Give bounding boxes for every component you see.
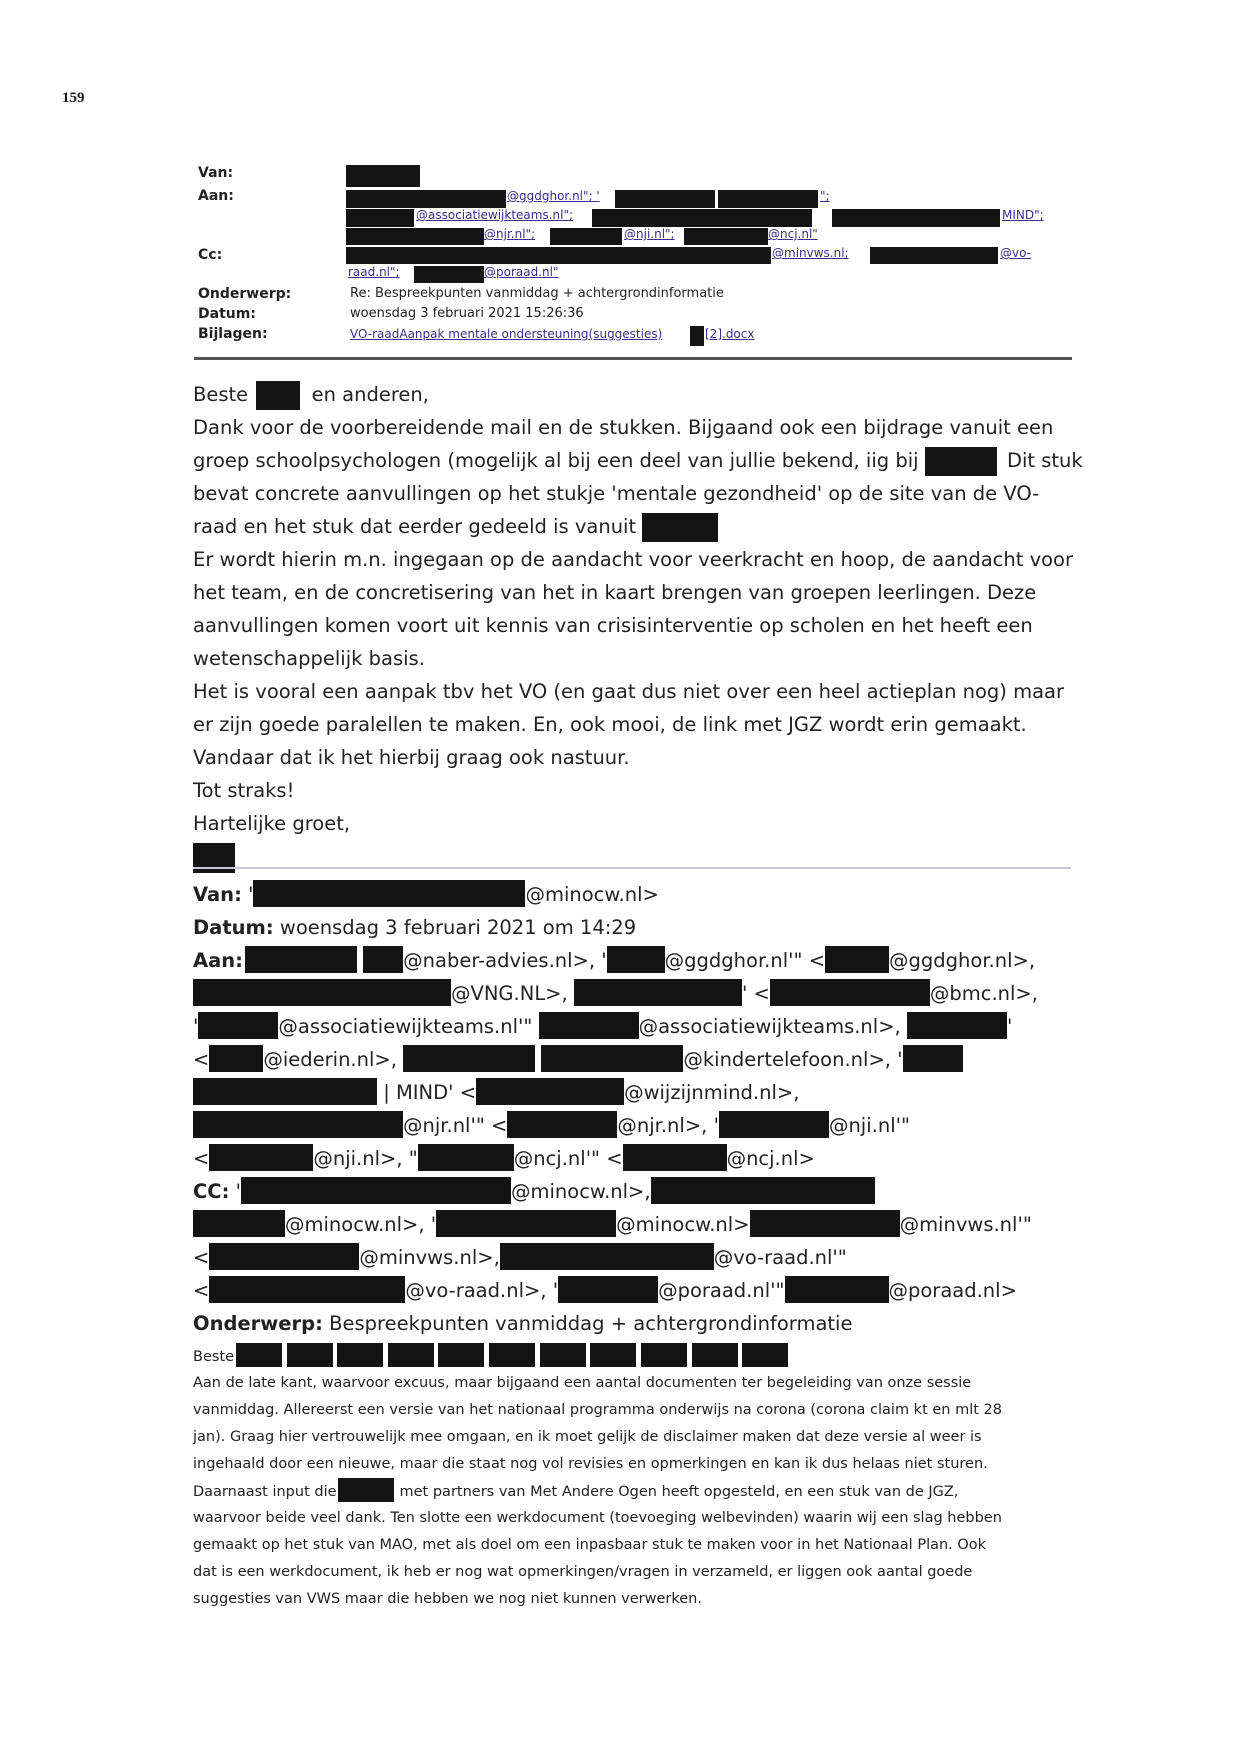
forward-divider xyxy=(193,867,1071,869)
redaction-block xyxy=(539,1012,639,1039)
redaction-block xyxy=(642,513,718,542)
reply-closing: Hartelijke groet, xyxy=(193,812,351,835)
redaction-block xyxy=(832,209,1000,227)
body-line: waarvoor beide veel dank. Ten slotte een werkdocument (toevoeging welbevinden) waarin wij een slag hebben xyxy=(193,1510,1002,1526)
redaction-block xyxy=(436,1210,616,1237)
reply-paragraph: Het is vooral een aanpak tbv het VO (en gaat dus niet over een heel actieplan nog) maar er zijn goede paralellen te maken. En, ook mooi, de link met JGZ wordt erin gemaakt. Vandaar dat ik het hierbij graag ook nastuur. xyxy=(193,680,1065,769)
body-line: gemaakt op het stuk van MAO, met als doel om een inpasbaar stuk te maken voor in het Nationaal Plan. Ook xyxy=(193,1537,987,1553)
redaction-block xyxy=(346,247,771,264)
forwarded-greeting: Beste xyxy=(193,1343,1083,1370)
redaction-block xyxy=(209,1276,405,1303)
redaction-block xyxy=(651,1177,875,1204)
redaction-block xyxy=(541,1045,683,1072)
redaction-block xyxy=(346,228,484,245)
redaction-block xyxy=(592,209,812,227)
redaction-block xyxy=(418,1144,514,1171)
recipient-fragment[interactable]: @nji.nl"; xyxy=(624,227,675,241)
redaction-block xyxy=(574,979,742,1006)
redaction-block xyxy=(623,1144,727,1171)
redaction-block xyxy=(770,979,930,1006)
redaction-block xyxy=(346,209,414,227)
body-line: ingehaald door een nieuwe, maar die staat nog vol revisies en opmerkingen en kan ik dus helaas niet sturen. xyxy=(193,1456,988,1472)
redaction-block xyxy=(414,266,484,283)
redaction-block xyxy=(718,190,818,208)
redaction-block xyxy=(785,1276,889,1303)
redaction-block xyxy=(256,381,300,410)
recipient-fragment[interactable]: @ncj.nl" xyxy=(768,227,818,241)
redaction-block xyxy=(363,946,403,973)
forwarded-date: Datum: woensdag 3 februari 2021 om 14:29 xyxy=(193,916,637,939)
redaction-block xyxy=(870,247,998,264)
reply-closing: Tot straks! xyxy=(193,779,295,802)
body-line: dat is een werkdocument, ik heb er nog wat opmerkingen/vragen in verzameld, er liggen ook aantal goede xyxy=(193,1564,973,1580)
redaction-block xyxy=(558,1276,658,1303)
redaction-block xyxy=(507,1111,617,1138)
recipient-fragment[interactable]: @associatiewijkteams.nl"; xyxy=(416,208,574,222)
redaction-block xyxy=(245,946,357,973)
redaction-block xyxy=(692,1343,738,1367)
reply-body xyxy=(193,378,1083,873)
redaction-block xyxy=(338,1478,394,1502)
forwarded-from: Van: ' @minocw.nl> xyxy=(193,878,1093,911)
recipient-fragment[interactable]: @minvws.nl; xyxy=(772,246,849,260)
body-line: suggesties van VWS maar die hebben we nog niet kunnen verwerken. xyxy=(193,1591,702,1607)
redaction-block xyxy=(193,1111,403,1138)
redaction-block xyxy=(719,1111,829,1138)
body-line: jan). Graag hier vertrouwelijk mee omgaan, en ik moet gelijk de disclaimer maken dat deze versie al weer is xyxy=(193,1429,982,1445)
redaction-block xyxy=(209,1144,313,1171)
redaction-block xyxy=(346,190,506,208)
redaction-block xyxy=(489,1343,535,1367)
subject-value: Re: Bespreekpunten vanmiddag + achtergrondinformatie xyxy=(350,286,724,301)
redaction-block xyxy=(241,1177,511,1204)
to-label: Aan: xyxy=(198,188,234,204)
redaction-block xyxy=(690,326,704,346)
date-label: Datum: xyxy=(198,306,256,322)
redaction-block xyxy=(209,1243,359,1270)
page-number: 159 xyxy=(62,90,85,106)
redaction-block xyxy=(193,979,451,1006)
redaction-block xyxy=(684,228,768,245)
redaction-block xyxy=(287,1343,333,1367)
body-line: Daarnaast input die met partners van Met Andere Ogen heeft opgesteld, en een stuk van de JGZ, xyxy=(193,1478,1083,1505)
redaction-block xyxy=(500,1243,714,1270)
attachments-label: Bijlagen: xyxy=(198,326,268,342)
redaction-block xyxy=(550,228,622,245)
redaction-block xyxy=(388,1343,434,1367)
forwarded-to: Aan: @naber-advies.nl>, ' @ggdghor.nl'" < @ggdghor.nl>, xyxy=(193,944,1093,977)
date-value: woensdag 3 februari 2021 15:26:36 xyxy=(350,306,584,321)
subject-label: Onderwerp: xyxy=(198,286,292,302)
redaction-block xyxy=(903,1045,963,1072)
redaction-block xyxy=(476,1078,624,1105)
attachment-link[interactable]: VO-raadAanpak mentale ondersteuning(suggesties) xyxy=(350,327,663,341)
from-label: Van: xyxy=(198,165,234,181)
redaction-block xyxy=(615,190,715,208)
recipient-fragment[interactable]: @vo- xyxy=(1000,246,1031,260)
redaction-block xyxy=(907,1012,1007,1039)
redaction-block xyxy=(193,1210,285,1237)
redaction-block xyxy=(193,1078,377,1105)
forwarded-cc: CC: ' @minocw.nl>, xyxy=(193,1175,1093,1208)
recipient-fragment[interactable]: raad.nl"; xyxy=(348,265,400,279)
redaction-block xyxy=(346,165,420,187)
reply-paragraph: Er wordt hierin m.n. ingegaan op de aandacht voor veerkracht en hoop, de aandacht voor het team, en de concretisering van het in kaart brengen van groepen leerlingen. Deze aanvullingen komen voort uit kennis van crisisinterventie op scholen en het heeft een wetenschappelijk basis. xyxy=(193,548,1074,670)
redaction-block xyxy=(540,1343,586,1367)
body-line: vanmiddag. Allereerst een versie van het nationaal programma onderwijs na corona (corona claim kt en mlt 28 xyxy=(193,1402,1002,1418)
redaction-block xyxy=(198,1012,278,1039)
forwarded-subject: Onderwerp: Bespreekpunten vanmiddag + achtergrondinformatie xyxy=(193,1312,853,1335)
redaction-block xyxy=(337,1343,383,1367)
recipient-fragment[interactable]: @poraad.nl" xyxy=(484,265,559,279)
body-line: Aan de late kant, waarvoor excuus, maar bijgaand een aantal documenten ter begeleiding van onze sessie xyxy=(193,1375,972,1391)
forwarded-body xyxy=(193,1343,1083,1613)
redaction-block xyxy=(438,1343,484,1367)
redaction-block xyxy=(253,880,525,907)
redaction-block xyxy=(750,1210,900,1237)
redaction-block xyxy=(236,1343,282,1367)
redaction-block xyxy=(403,1045,535,1072)
redaction-block xyxy=(590,1343,636,1367)
redaction-block xyxy=(925,447,997,476)
forwarded-header: Van: ' @minocw.nl> Datum: woensdag 3 februari 2021 om 14:29 Aan: @naber-advies.nl>, ' @ggdghor.nl'" < @ggdghor.nl>, @VNG.NL>, ' < @bmc.nl>, ' @associatiewijkteams.nl'" @associatiewijkteams.nl>, ' < @iederin.nl>, @kindertelefoon.nl>, ' | MIND' < @wijzijnmind.nl>, @njr.nl'" < @njr.nl>, ' @nji.nl'" < @nji.nl>, " @ncj.nl'" < @ncj.nl> CC: ' @minocw.nl>, @minocw.nl>, ' @minocw.nl> @minvws.nl'" < @minvws.nl>, @vo-raad.nl'" < @vo-raad.nl>, ' @poraad.nl'" @poraad.nl> Onderwerp: Bespreekpunten vanmiddag + achtergrondinformatie xyxy=(193,878,1093,1340)
recipient-fragment[interactable]: @ggdghor.nl"; ' xyxy=(507,189,600,203)
recipient-fragment[interactable]: @njr.nl"; xyxy=(484,227,536,241)
attachment-link-suffix[interactable]: [2].docx xyxy=(705,327,755,341)
redaction-block xyxy=(209,1045,263,1072)
header-divider xyxy=(194,357,1072,360)
redaction-block xyxy=(607,946,665,973)
recipient-fragment[interactable]: MIND"; xyxy=(1002,208,1044,222)
recipient-fragment[interactable]: "; xyxy=(820,189,830,203)
reply-paragraph: Dank voor de voorbereidende mail en de stukken. Bijgaand ook een bijdrage vanuit een groep schoolpsychologen (mogelijk al bij een deel van jullie bekend, iig bij Dit stuk bevat concrete aanvullingen op het stukje 'mentale gezondheid' op de site van de VO-raad en het stuk dat eerder gedeeld is vanuit xyxy=(193,411,1083,543)
reply-greeting: Beste en anderen, xyxy=(193,378,1083,411)
redaction-block xyxy=(825,946,889,973)
cc-label: Cc: xyxy=(198,247,223,263)
redaction-block xyxy=(641,1343,687,1367)
redaction-block xyxy=(742,1343,788,1367)
